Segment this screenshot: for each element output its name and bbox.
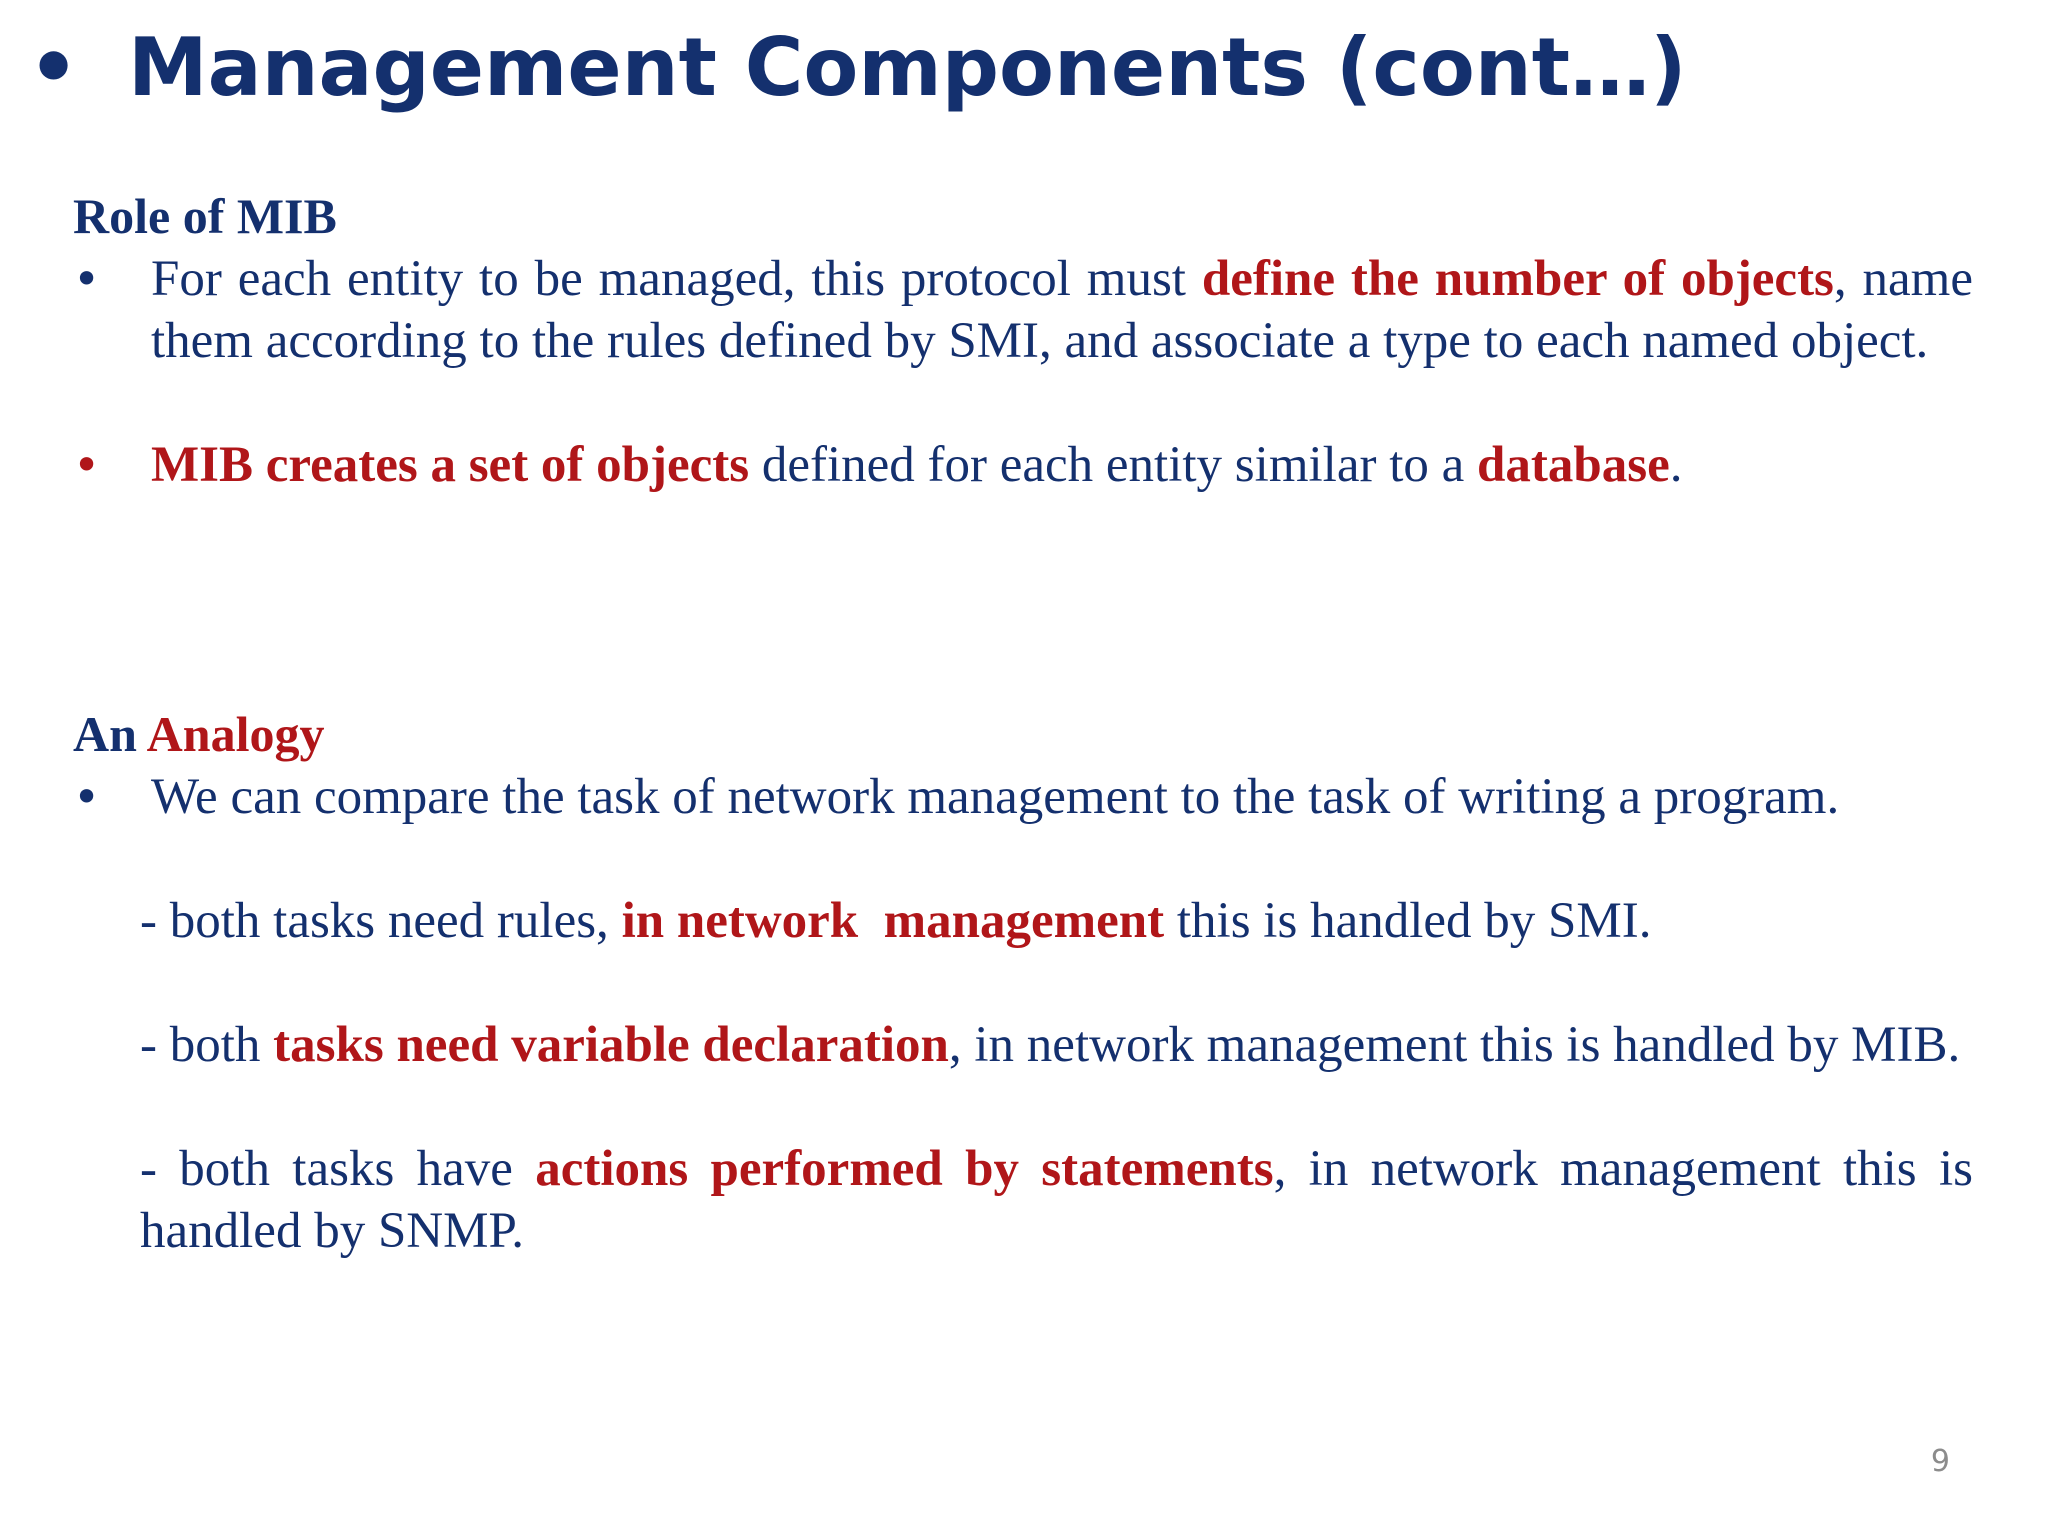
bullet-mark: • xyxy=(73,438,101,492)
highlight-text: MIB creates a set of objects xyxy=(151,437,750,493)
text-run: For each entity to be managed, this protocol must xyxy=(151,251,1202,307)
bullet-compare-task xyxy=(73,766,1973,828)
heading-highlight: Analogy xyxy=(146,706,325,762)
bullet-mark: • xyxy=(73,770,101,824)
bullet-define-objects xyxy=(73,248,1973,372)
text-run: - both tasks need rules, xyxy=(140,893,622,949)
section-heading-an-analogy xyxy=(73,703,324,765)
text-run: . xyxy=(1669,437,1683,493)
title-bullet: • xyxy=(28,21,80,114)
sub-item-variable-mib xyxy=(140,1014,1973,1076)
text-run: this is handled by SMI. xyxy=(1164,893,1652,949)
bullet-text: We can compare the task of network management to the task of writing a program. xyxy=(151,769,1840,825)
highlight-text: in network management xyxy=(621,893,1165,949)
highlight-text: tasks need variable declaration xyxy=(273,1017,949,1073)
text-run: - both tasks have xyxy=(140,1141,536,1197)
bullet-text xyxy=(151,248,1973,372)
text-run: - both xyxy=(140,1017,274,1073)
title-text: Management Components (cont…) xyxy=(128,21,1687,114)
highlight-text: database xyxy=(1477,437,1670,493)
bullet-mib-creates xyxy=(73,434,1973,496)
page-number: 9 xyxy=(1930,1444,1950,1479)
sub-item-rules-smi xyxy=(140,890,1973,952)
highlight-text: actions performed by statements xyxy=(535,1141,1274,1197)
heading-text: An xyxy=(73,706,147,762)
highlight-text: define the number of objects xyxy=(1201,251,1834,307)
text-run: , name them according to the rules defined by SMI, and associate a type to each named object. xyxy=(151,251,1973,369)
bullet-mark: • xyxy=(73,252,101,306)
sub-item-statements-snmp xyxy=(140,1138,1973,1262)
text-run: , in network management this is handled by MIB. xyxy=(948,1017,1961,1073)
text-run: , in network management this is handled by SNMP. xyxy=(140,1141,1973,1259)
slide-title xyxy=(28,18,1928,118)
bullet-text xyxy=(151,434,1973,496)
text-run: defined for each entity similar to a xyxy=(749,437,1478,493)
section-heading-role-of-mib: Role of MIB xyxy=(73,188,337,244)
